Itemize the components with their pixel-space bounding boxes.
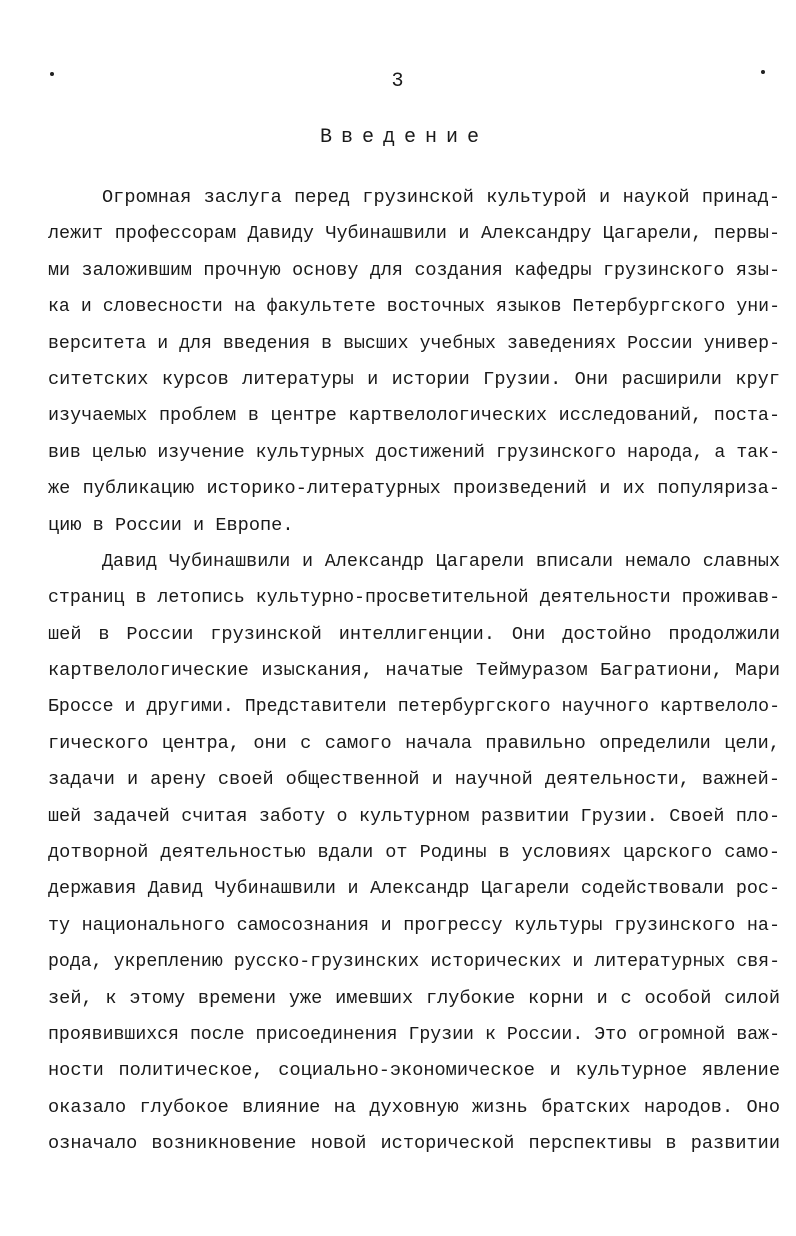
text-line: страниц в летопись культурно-просветительной деятельности проживав- — [48, 588, 780, 609]
text-line: Броссе и другими. Представители петербургского научного картвелоло- — [48, 697, 780, 718]
page-number: 3 — [391, 70, 405, 93]
text-line: изучаемых проблем в центре картвелологических исследований, поста- — [48, 405, 780, 427]
text-line: означало возникновение новой исторической перспективы в развитии — [48, 1133, 780, 1155]
text-line: державия Давид Чубинашвили и Александр Цагарели содействовали рос- — [48, 878, 780, 900]
text-line: верситета и для введения в высших учебных заведениях России универ- — [48, 333, 780, 354]
text-line: ка и словесности на факультете восточных языков Петербургского уни- — [48, 297, 780, 318]
text-line: рода, укреплению русско-грузинских исторических и литературных свя- — [48, 952, 780, 973]
text-line: лежит профессорам Давиду Чубинашвили и Александру Цагарели, первы- — [48, 223, 780, 245]
text-line: же публикацию историко-литературных произведений и их популяриза- — [48, 478, 780, 500]
text-line: гического центра, они с самого начала правильно определили цели, — [48, 732, 780, 754]
text-line: ситетских курсов литературы и истории Грузии. Они расширили круг — [48, 368, 780, 390]
text-line: шей в России грузинской интеллигенции. Они достойно продолжили — [48, 623, 780, 645]
text-line: Огромная заслуга перед грузинской культурой и наукой принад- — [102, 187, 780, 208]
text-line: зей, к этому времени уже имевших глубокие корни и с особой силой — [48, 987, 780, 1009]
body-text — [48, 180, 780, 1163]
text-line: вив целью изучение культурных достижений грузинского народа, а так- — [48, 442, 780, 463]
text-line: шей задачей считая заботу о культурном развитии Грузии. Своей пло- — [48, 805, 780, 827]
text-line: оказало глубокое влияние на духовную жизнь братских народов. Оно — [48, 1096, 780, 1118]
text-line: ми заложившим прочную основу для создания кафедры грузинского язы- — [48, 259, 780, 281]
text-line: Давид Чубинашвили и Александр Цагарели вписали немало славных — [102, 550, 780, 572]
text-line: ности политическое, социально-экономическое и культурное явление — [48, 1060, 780, 1082]
text-line: цию в России и Европе. — [48, 514, 294, 536]
text-line: ту национального самосознания и прогрессу культуры грузинского на- — [48, 914, 780, 936]
section-title: Введение — [319, 126, 488, 149]
text-line: проявившихся после присоединения Грузии к России. Это огромной важ- — [48, 1024, 780, 1045]
text-line: дотворной деятельностью вдали от Родины в условиях царского само- — [48, 842, 780, 864]
text-line: картвелологические изыскания, начатые Теймуразом Багратиони, Мари — [48, 660, 780, 682]
text-line: задачи и арену своей общественной и научной деятельности, важней- — [48, 769, 780, 791]
